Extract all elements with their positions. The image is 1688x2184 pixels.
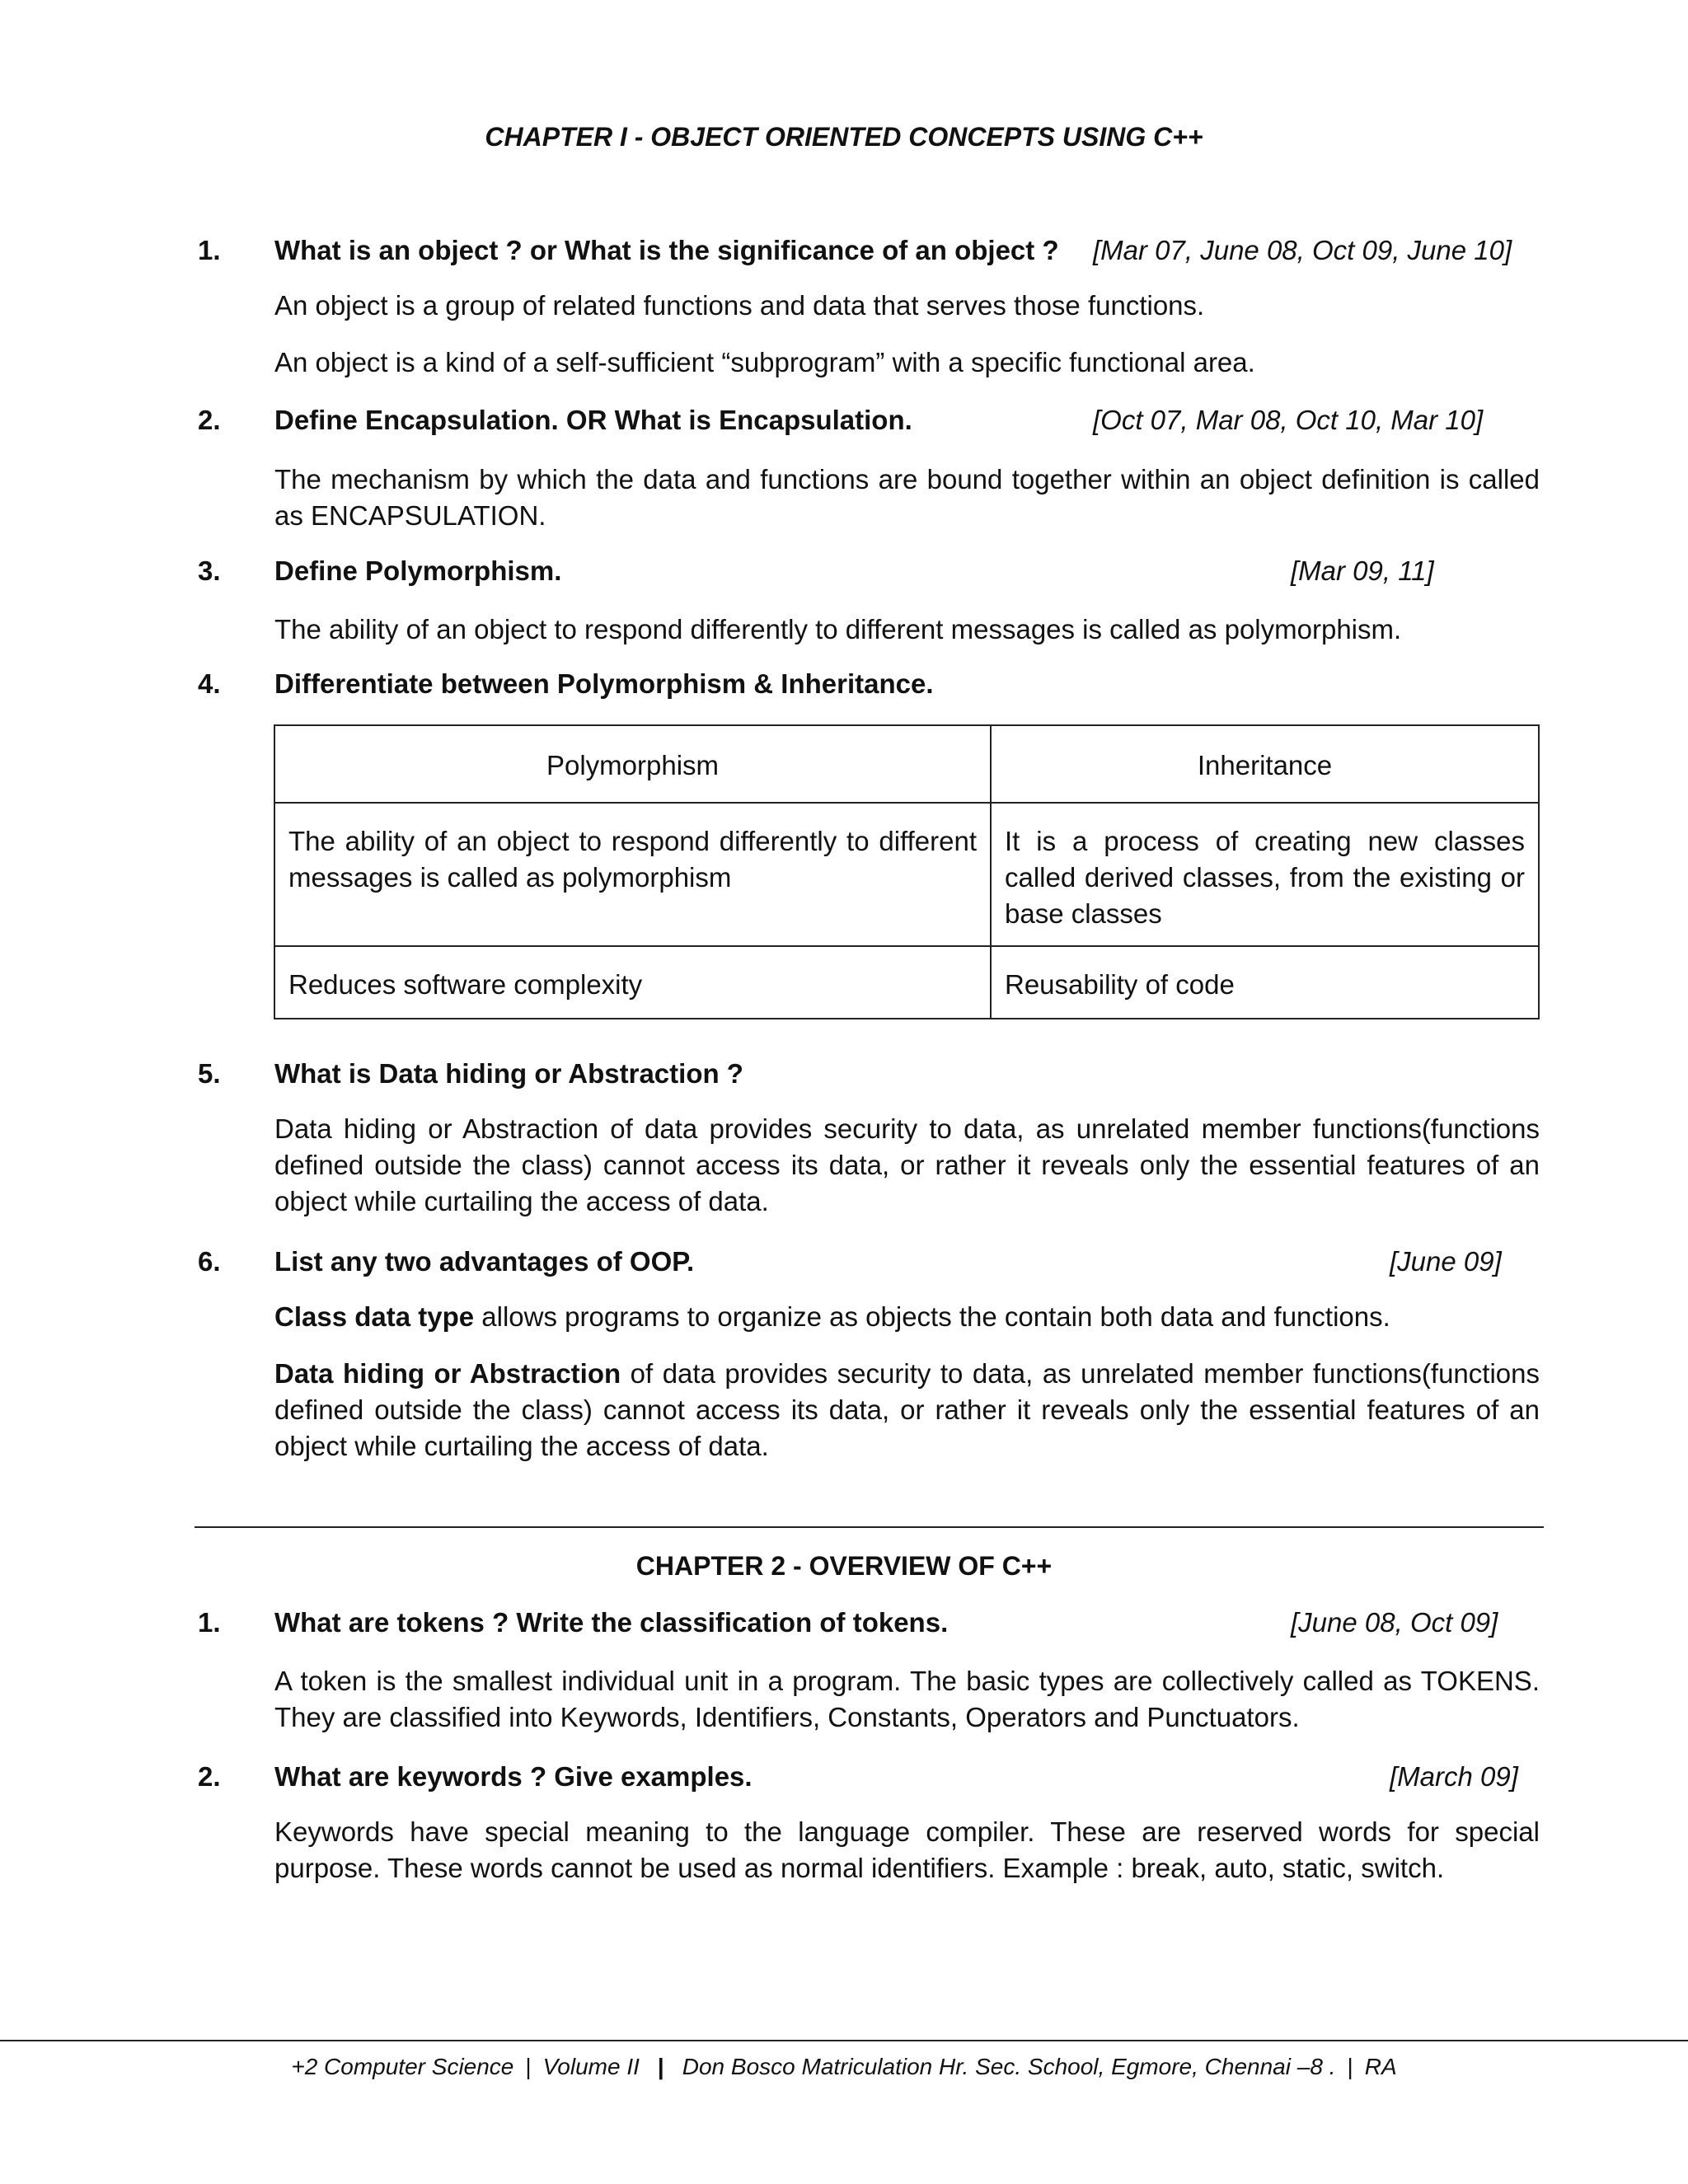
answer-text: The mechanism by which the data and functions are bound together within an object definition is called as ENCAPSULATION. [274, 464, 1540, 531]
table-row [274, 946, 1539, 1019]
footer-separator: | [657, 2054, 664, 2079]
question-heading: What are keywords ? Give examples. [274, 1761, 753, 1792]
footer-volume: Volume II [542, 2054, 640, 2079]
footer-course: +2 Computer Science [291, 2054, 514, 2079]
question-heading: What is an object ? or What is the significance of an object ? [274, 235, 1059, 265]
table-cell: Reusability of code [991, 946, 1539, 1019]
page-footer [0, 2054, 1688, 2080]
question-number: 3. [198, 555, 221, 586]
question-number: 1. [198, 235, 221, 265]
question-heading: Define Polymorphism. [274, 555, 562, 586]
table-header-cell: Inheritance [991, 725, 1539, 803]
question-heading: What are tokens ? Write the classification of tokens. [274, 1607, 949, 1638]
question-heading: Differentiate between Polymorphism & Inheritance. [274, 668, 934, 699]
advantage-term: Data hiding or Abstraction [274, 1358, 621, 1389]
answer-text: An object is a group of related functions and data that serves those functions. [274, 290, 1205, 321]
table-cell: It is a process of creating new classes called derived classes, from the existing or base classes [991, 803, 1539, 946]
question-heading: What is Data hiding or Abstraction ? [274, 1058, 743, 1089]
question-number: 1. [198, 1607, 221, 1638]
table-header-cell: Polymorphism [274, 725, 991, 803]
question-number: 5. [198, 1058, 221, 1089]
advantage-text: allows programs to organize as objects the contain both data and functions. [474, 1301, 1390, 1332]
answer-text: Data hiding or Abstraction of data provides security to data, as unrelated member functions(functions defined outside the class) cannot access its data, or rather it reveals only the essential features of an object while curtailing the access of data. [274, 1113, 1540, 1216]
comparison-table [274, 724, 1540, 1019]
answer-text: An object is a kind of a self-sufficient “subprogram” with a specific functional area. [274, 347, 1255, 377]
exam-reference: [March 09] [1390, 1761, 1518, 1792]
table-cell: The ability of an object to respond differently to different messages is called as polymorphism [274, 803, 991, 946]
advantage-item [274, 1356, 1540, 1465]
footer-separator: | [1347, 2054, 1353, 2079]
question-number: 2. [198, 405, 221, 435]
answer-text: Keywords have special meaning to the language compiler. These are reserved words for special purpose. These words cannot be used as normal identifiers. Example : break, auto, static, switch. [274, 1816, 1540, 1883]
chapter-1-title: CHAPTER I - OBJECT ORIENTED CONCEPTS USING C++ [485, 122, 1203, 152]
question-number: 2. [198, 1761, 221, 1792]
exam-reference: [Mar 07, June 08, Oct 09, June 10] [1093, 235, 1512, 265]
footer-divider [0, 2040, 1688, 2041]
table-header-row [274, 725, 1539, 803]
chapter-2-title: CHAPTER 2 - OVERVIEW OF C++ [635, 1551, 1053, 1581]
exam-reference: [Mar 09, 11] [1291, 555, 1434, 586]
question-heading: List any two advantages of OOP. [274, 1246, 695, 1277]
footer-initials: RA [1364, 2054, 1397, 2079]
advantage-text: of data provides security to data, as unrelated member functions(functions defined outside the class) cannot access its data, or rather it reveals only the essential features of an object while curtailing the access of data. [274, 1358, 1540, 1461]
table-row [274, 803, 1539, 946]
footer-separator: | [525, 2054, 532, 2079]
question-heading: Define Encapsulation. OR What is Encapsulation. [274, 405, 912, 435]
answer-text: The ability of an object to respond differently to different messages is called as polymorphism. [274, 614, 1402, 644]
chapter-divider [195, 1526, 1544, 1528]
exam-reference: [June 08, Oct 09] [1291, 1607, 1498, 1638]
question-number: 4. [198, 668, 221, 699]
exam-reference: [Oct 07, Mar 08, Oct 10, Mar 10] [1093, 405, 1484, 435]
answer-text: A token is the smallest individual unit in a program. The basic types are collectively called as TOKENS. They are classified into Keywords, Identifiers, Constants, Operators and Punctuators. [274, 1666, 1540, 1732]
question-number: 6. [198, 1246, 221, 1277]
table-cell: Reduces software complexity [274, 946, 991, 1019]
advantage-term: Class data type [274, 1301, 475, 1332]
advantage-item [274, 1299, 1540, 1335]
footer-school: Don Bosco Matriculation Hr. Sec. School, Egmore, Chennai –8 . [682, 2054, 1336, 2079]
exam-reference: [June 09] [1390, 1246, 1502, 1277]
